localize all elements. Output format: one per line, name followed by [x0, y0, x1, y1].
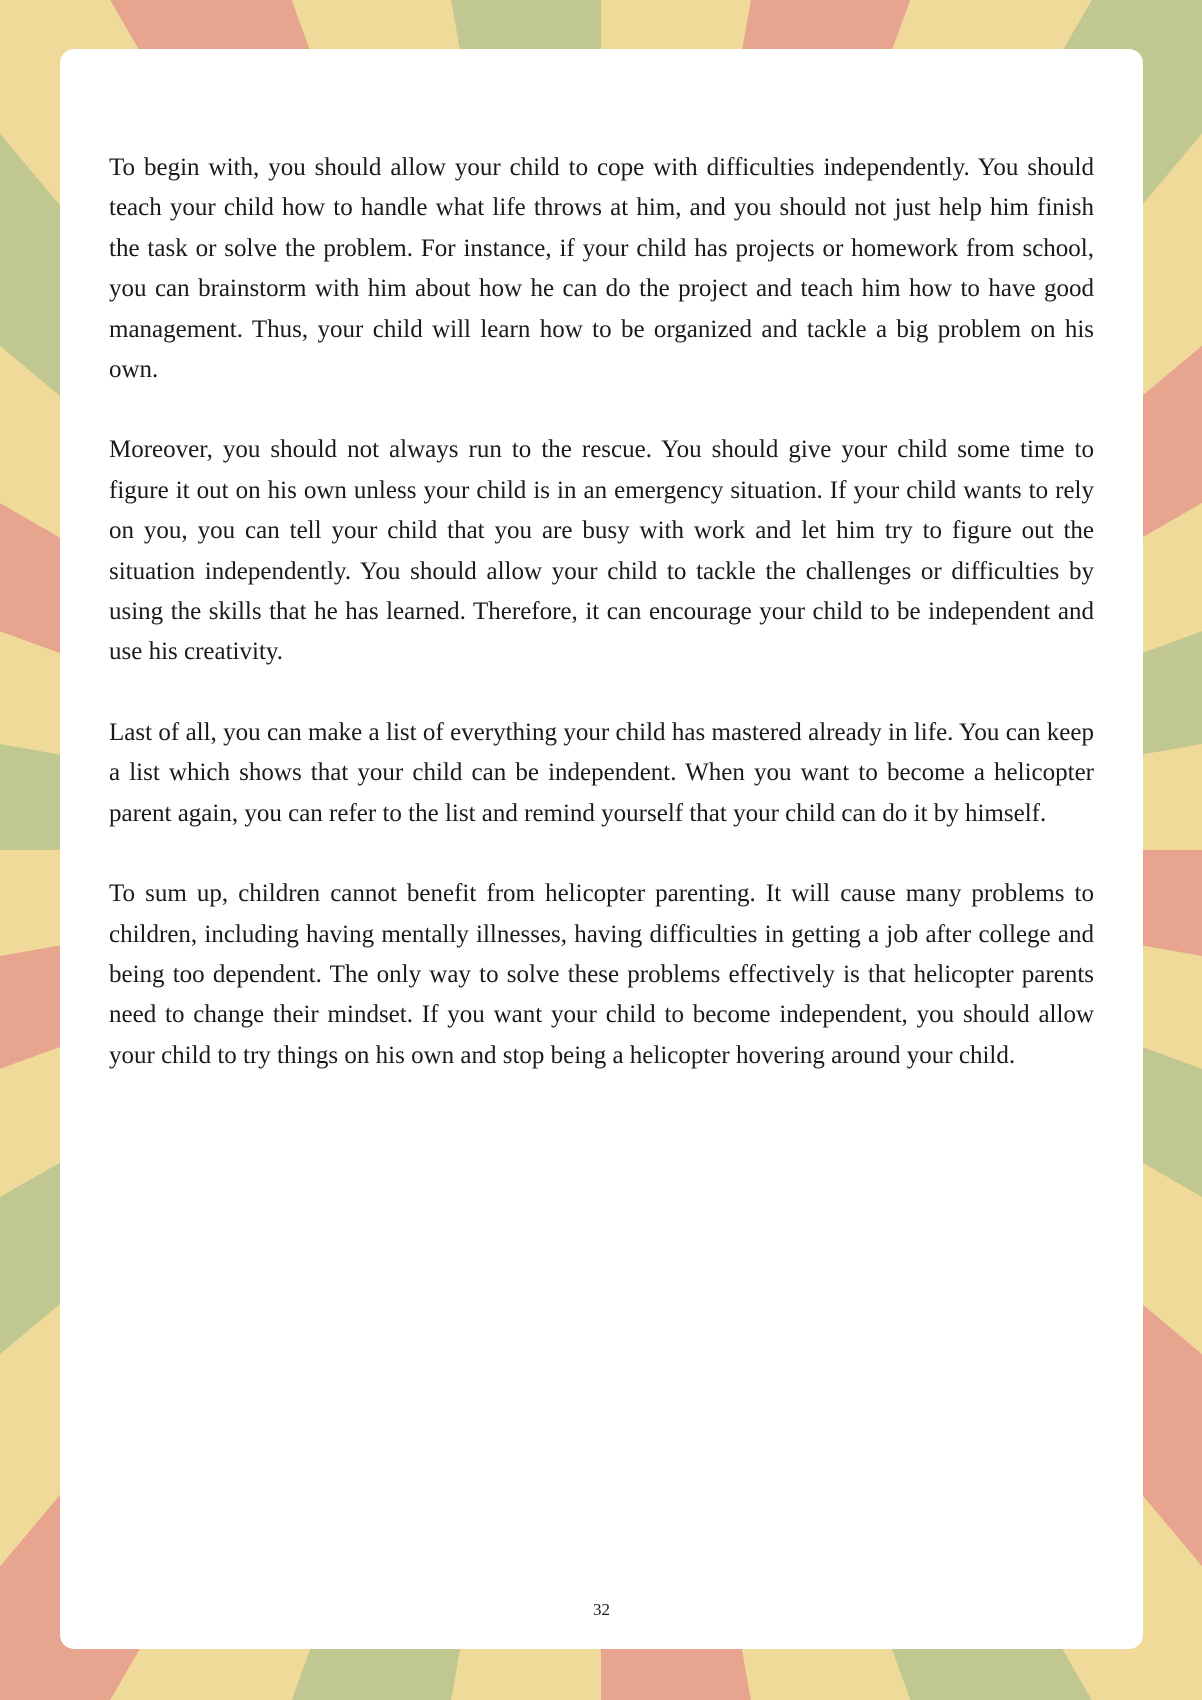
paragraph-1: To begin with, you should allow your child to cope with difficulties independently. You should teach your child how to handle what life throws at him, and you should not just help him finish the task or solve the problem. For instance, if your child has projects or homework from school, you can brainstorm with him about how he can do the project and teach him how to have good management. Thus, your child will learn how to be organized and tackle a big problem on his own. [109, 154, 1094, 384]
paragraph-4: To sum up, children cannot benefit from helicopter parenting. It will cause many problems to children, including having mentally illnesses, having difficulties in getting a job after college and being too dependent. The only way to solve these problems effectively is that helicopter parents need to change their mindset. If you want your child to become independent, you should allow your child to try things on his own and stop being a helicopter hovering around your child. [109, 880, 1094, 1069]
page-number: 32 [593, 1600, 610, 1619]
page-content [109, 148, 1094, 1116]
page-card [60, 49, 1143, 1649]
paragraph-2: Moreover, you should not always run to the rescue. You should give your child some time to figure it out on his own unless your child is in an emergency situation. If your child wants to rely on you, you can tell your child that you are busy with work and let him try to figure out the situation independently. You should allow your child to tackle the challenges or difficulties by using the skills that he has learned. Therefore, it can encourage your child to be independent and use his creativity. [109, 436, 1094, 666]
paragraph-3: Last of all, you can make a list of everything your child has mastered already in life. You can keep a list which shows that your child can be independent. When you want to become a helicopter parent again, you can refer to the list and remind yourself that your child can do it by himself. [109, 718, 1094, 827]
